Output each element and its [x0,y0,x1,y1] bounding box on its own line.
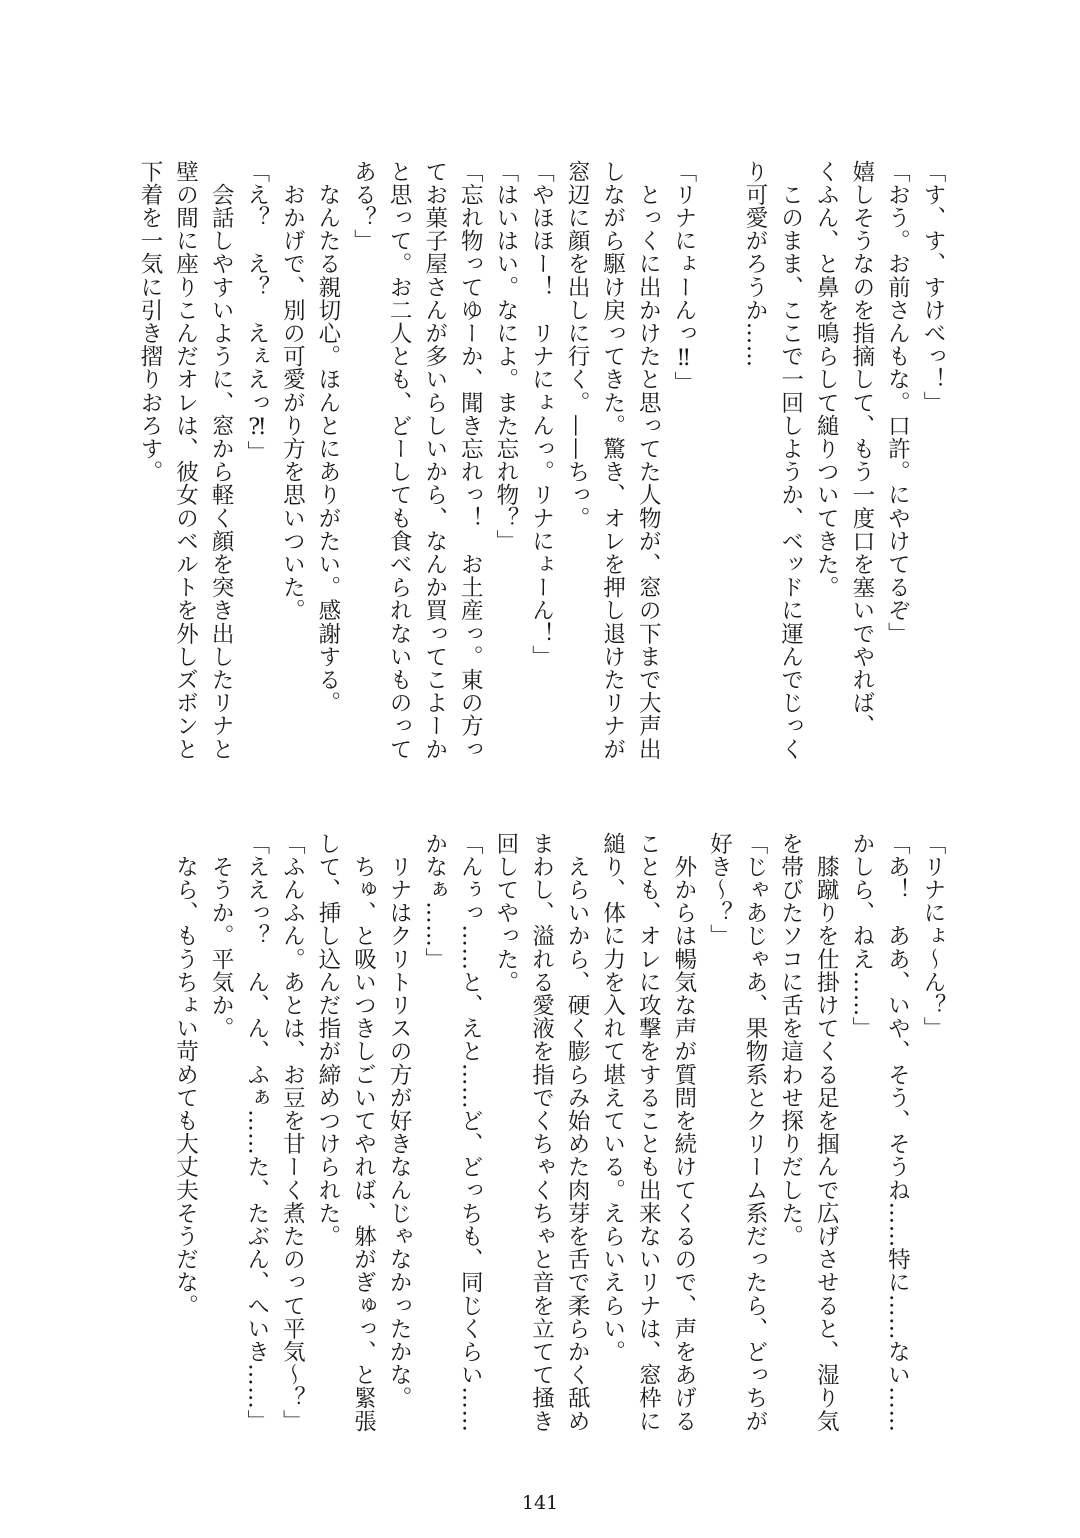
text-line: 「す、す、すけべっ！」 [920,160,946,415]
text-line: を帯びたソコに舌を這わせ探りだした。 [777,832,804,1248]
text-line: まわし、溢れる愛液を指でくちゃくちゃと音を立てて掻き [528,832,555,1433]
text-line: 回してやった。 [492,832,519,994]
text-line: 「え？ え？ えぇえっ⁈」 [243,160,270,464]
text-line: しながら駆け戻ってきた。驚き、オレを押し退けたリナが [599,160,626,761]
text-line: 「リナにょ〜ん？」 [920,832,946,1040]
text-line: 下着を一気に引き摺りおろす。 [136,160,163,484]
text-line: 「おう。お前さんもな。口許。にやけてるぞ」 [884,160,911,646]
text-line: かなぁ……」 [421,832,448,971]
text-line: 膝蹴りを仕掛けてくる足を掴んで広げさせると、湿り気 [813,832,840,1433]
text-block-top [131,160,950,800]
text-line: 嬉しそうなのを指摘して、もう一度口を塞いでやれば、 [848,160,875,738]
text-line: えらいから、硬く膨らみ始めた肉芽を舌で柔らかく舐め [564,832,591,1433]
text-line: くふん、と鼻を鳴らして縋りついてきた。 [813,160,840,599]
page-number: 141 [521,1492,559,1514]
text-line: そうか。平気か。 [208,832,235,1040]
text-line: 「あ！ ああ、いや、そう、そうね……特に……ない…… [884,832,911,1433]
text-line: 窓辺に顔を出しに行く。——ちっ。 [564,160,591,530]
text-line: 「ふんふん。あとは、お豆を甘ーく煮たのって平気〜？」 [279,832,306,1433]
text-line: てお菓子屋さんが多いらしいから、なんか買ってこよーか [421,160,448,761]
text-line [701,160,737,800]
text-line: 「忘れ物ってゆーか、聞き忘れっ！ お土産っ。東の方っ [457,160,484,761]
text-line: り可愛がろうか…… [742,160,769,368]
text-line: このまま、ここで一回しようか、ベッドに運んでじっく [777,160,804,761]
text-line: して、挿し込んだ指が締めつけられた。 [314,832,341,1248]
text-line: 好き〜？」 [706,832,733,948]
text-line: 縋り、体に力を入れて堪えている。えらいえらい。 [599,832,626,1364]
text-line: 「はいはい。なによ。また忘れ物？」 [492,160,519,553]
text-line: 「んぅっ……と、えと……ど、どっちも、同じくらい…… [457,832,484,1433]
text-line: ちゅ、と吸いつきしごいてやれば、躰がぎゅっ、と緊張 [350,832,377,1433]
text-line: とっくに出かけたと思ってた人物が、窓の下まで大声出 [635,160,662,761]
text-line: なら、もうちょい苛めても大丈夫そうだな。 [172,832,199,1318]
text-line: 「リナにょーんっ‼」 [670,160,697,395]
text-line: と思って。お二人とも、どーしても食べられないものって [386,160,413,761]
text-line: 外からは暢気な声が質問を続けてくるので、声をあげる [670,832,697,1433]
text-line: なんたる親切心。ほんとにありがたい。感謝する。 [314,160,341,715]
text-line: 「ええっ？ ん、ん、ふぁ……た、たぶん、へいき……」 [243,832,270,1433]
text-block-bottom [167,832,950,1472]
text-line: おかげで、別の可愛がり方を思いついた。 [279,160,306,622]
text-line: 「やほほー！ リナにょんっ。リナにょーん！」 [528,160,555,669]
text-line: リナはクリトリスの方が好きなんじゃなかったかな。 [386,832,413,1410]
text-line: 会話しやすいように、窓から軽く顔を突き出したリナと [208,160,235,761]
text-line: ある？」 [350,160,377,253]
text-line: かしら、ねえ……」 [848,832,875,1040]
text-line: 「じゃあじゃあ、果物系とクリーム系だったら、どっちが [742,832,769,1433]
text-line: 壁の間に座りこんだオレは、彼女のベルトを外しズボンと [172,160,199,761]
text-line: ことも、オレに攻撃をすることも出来ないリナは、窓枠に [635,832,662,1433]
